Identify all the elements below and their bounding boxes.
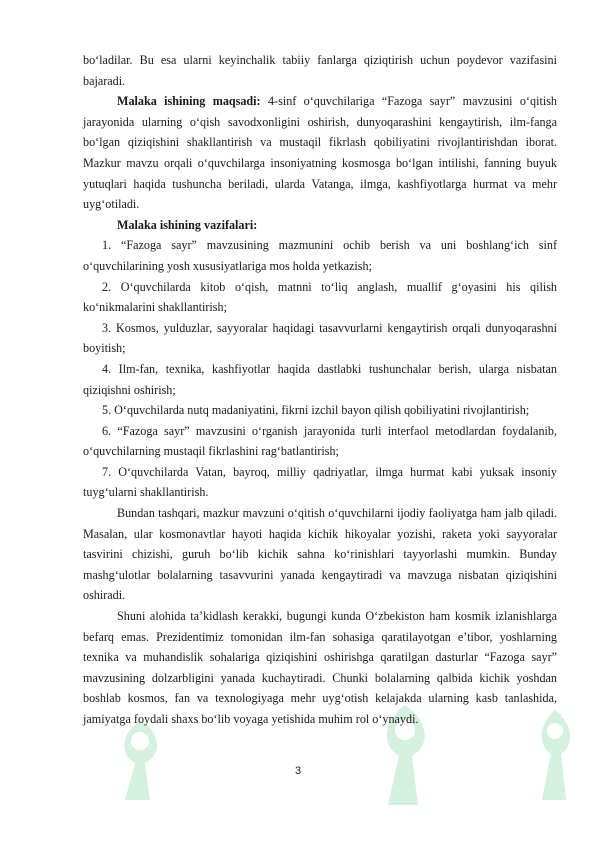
list-item — [83, 318, 557, 359]
list-item — [83, 421, 557, 462]
paragraph-text: bo‘ladilar. Bu esa ularni keyinchalik tabiiy fanlarga qiziqtirish uchun poydevor vazifasini bajaradi. — [83, 53, 557, 88]
list-item — [83, 235, 557, 276]
list-item — [83, 359, 557, 400]
list-item-text: 2. O‘quvchilarda kitob o‘qish, matnni to‘liq anglash, muallif g‘oyasini his qilish ko‘nikmalarini shakllantirish; — [83, 279, 557, 315]
paragraph-text: 4-sinf o‘quvchilariga “Fazoga sayr” mavzusini o‘qitish jarayonida ularning o‘qish savodxonligini oshirish, dunyoqarashini kengaytirish, ilm-fanga bo‘lgan qiziqishini shakllantirish va mustaqil fikrlash qobiliyatini rivojlantirishdan iborat. Mazkur mavzu orqali o‘quvchilarga insoniyatning kosmosga bo‘lgan intilishi, fanning buyuk yutuqlari haqida tushuncha beriladi, ularda Vatanga, ilmga, kashfiyotlarga hurmat va mehr uyg‘otiladi. — [83, 94, 558, 212]
list-item-text: 5. O‘quvchilarda nutq madaniyatini, fikrni izchil bayon qilish qobiliyatini rivojlantirish; — [102, 403, 530, 418]
paragraph-text: Bundan tashqari, mazkur mavzuni o‘qitish o‘quvchilarni ijodiy faoliyatga ham jalb qiladi. Masalan, ular kosmonavtlar hayoti haqida kichik hikoyalar yozishi, raketa yoki sayyoralar tasvirini chizishi, guruh bo‘lib kichik sahna ko‘rinishlari tayyorlashi mumkin. Bunday mashg‘ulotlar bolalarning tasavvurini yanada kengaytiradi va mavzuga nisbatan qiziqishini oshiradi. — [83, 506, 557, 603]
list-item-text: 7. O‘quvchilarda Vatan, bayroq, milliy qadriyatlar, ilmga hurmat kabi yuksak insoniy tuyg‘ularni shakllantirish. — [83, 464, 557, 500]
list-item-text: 1. “Fazoga sayr” mavzusining mazmunini ochib berish va uni boshlang‘ich sinf o‘quvchilarining yosh xususiyatlariga mos holda yetkazish; — [83, 238, 557, 273]
document-body — [83, 50, 557, 730]
goal-heading: Malaka ishining maqsadi: — [117, 94, 261, 109]
page-number: 3 — [294, 765, 302, 777]
list-item — [83, 462, 557, 503]
list-item-text: 4. Ilm-fan, texnika, kashfiyotlar haqida dastlabki tushunchalar berish, ularga nisbatan qiziqishni oshirish; — [83, 361, 557, 397]
tasks-heading: Malaka ishining vazifalari: — [117, 217, 258, 232]
list-item — [83, 400, 557, 421]
paragraph-goal — [83, 91, 557, 215]
list-item-text: 3. Kosmos, yulduzlar, sayyoralar haqidagi tasavvurlarni kengaytirish orqali dunyoqarashni boyitish; — [83, 320, 557, 356]
list-item — [83, 277, 557, 318]
paragraph-text: Shuni alohida ta’kidlash kerakki, bugungi kunda O‘zbekiston ham kosmik izlanishlarga befarq emas. Prezidentimiz tomonidan ilm-fan sohasiga qaratilayotgan e’tibor, yoshlarning texnika va muhandislik sohalariga qiziqishini oshirishga qaratilgan dasturlar “Fazoga sayr” mavzusining dolzarbligini yanada kuchaytiradi. Chunki bolalarning qalbida kichik yoshdan boshlab kosmos, fan va texnologiyaga mehr uyg‘otish kelajakda ularning kasb tanlashida, jamiyatga foydali shaxs bo‘lib voyaga yetishida muhim rol o‘ynaydi. — [83, 609, 557, 726]
paragraph — [83, 606, 557, 730]
tasks-heading-paragraph — [83, 215, 557, 236]
paragraph — [83, 503, 557, 606]
list-item-text: 6. “Fazoga sayr” mavzusini o‘rganish jarayonida turli interfaol metodlardan foydalanib, o‘quvchilarning mustaqil fikrlashini rag‘batlantirish; — [83, 423, 557, 459]
paragraph — [83, 50, 557, 91]
